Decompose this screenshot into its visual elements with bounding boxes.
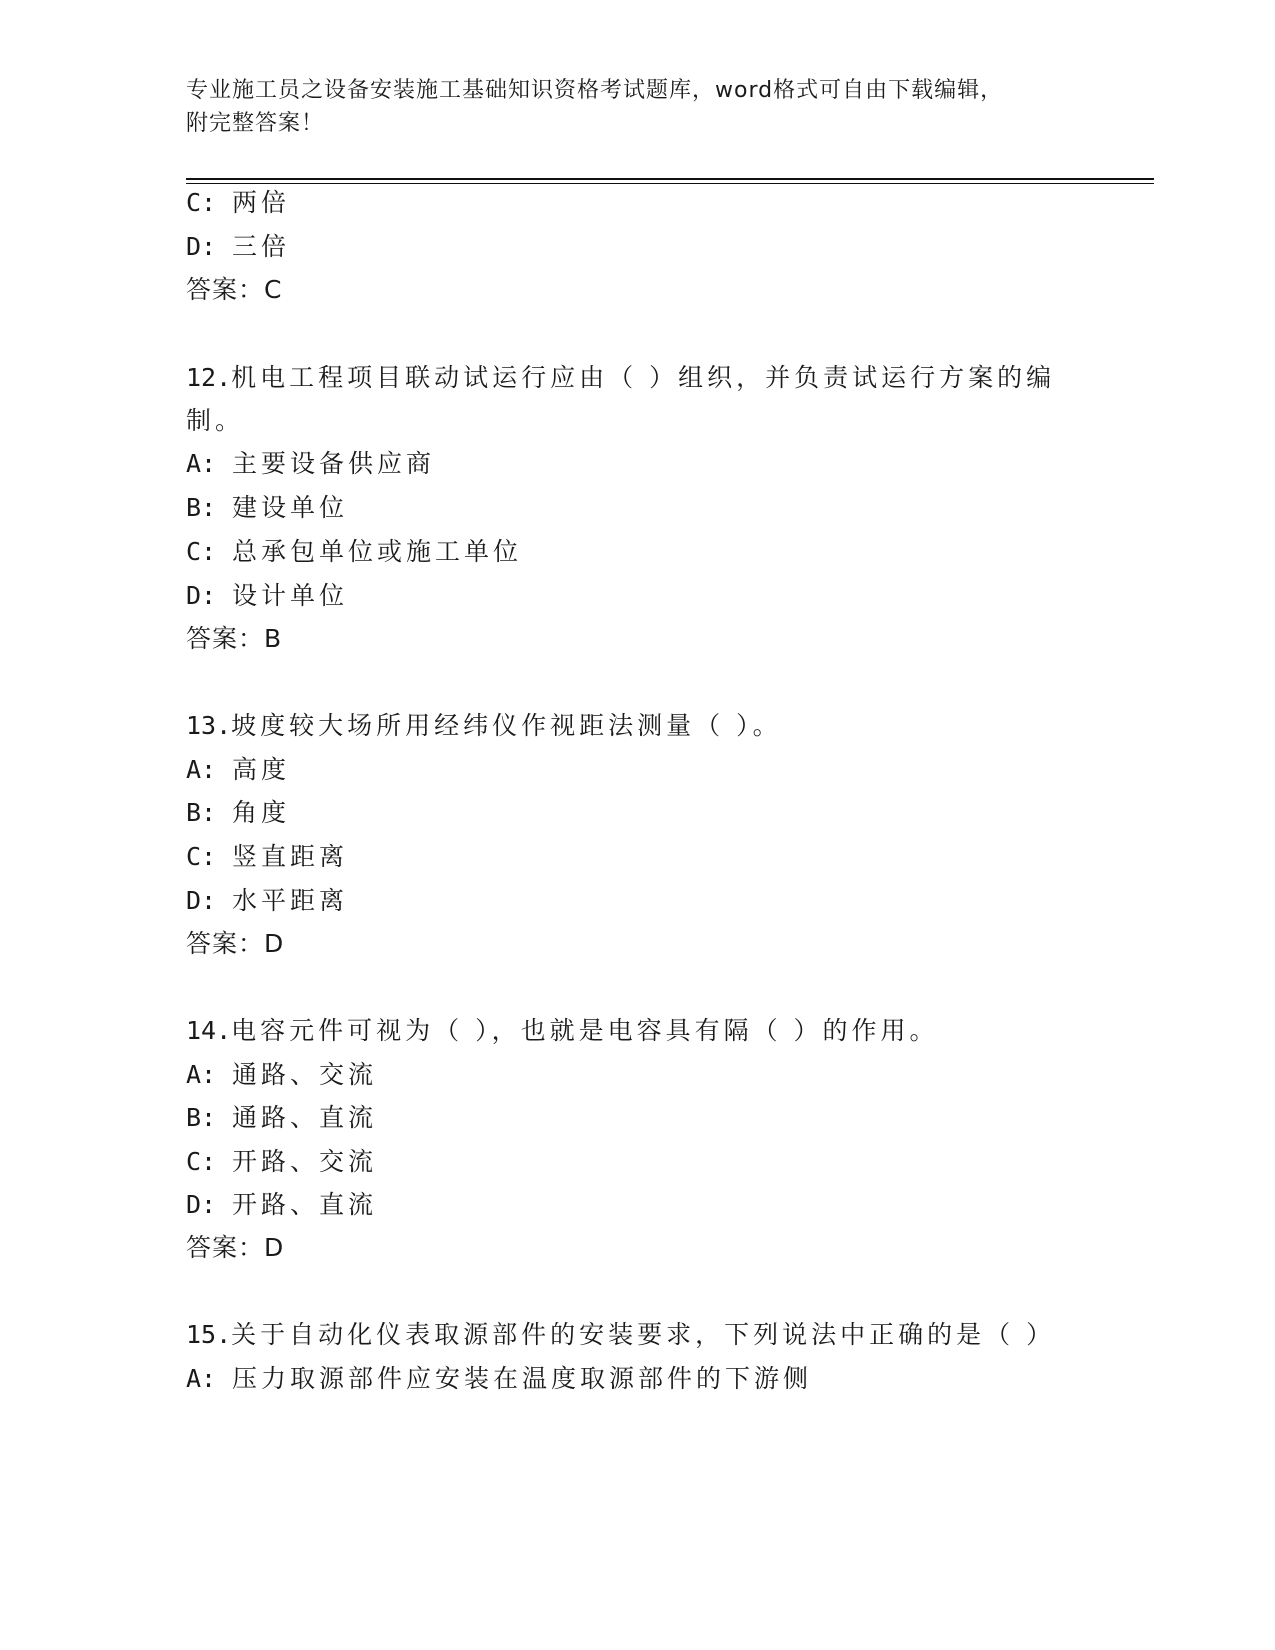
q14-stem-line1 — [186, 1016, 939, 1046]
option-text: 角度 — [232, 798, 291, 827]
option-text: 通路、交流 — [232, 1060, 378, 1089]
option-text: 开路、交流 — [232, 1147, 378, 1176]
option-letter: C: — [186, 1147, 217, 1176]
q13-option-a — [186, 755, 290, 785]
q13-option-b — [186, 798, 290, 828]
q13-option-c — [186, 842, 348, 872]
document-header — [186, 74, 1086, 140]
option-text: 压力取源部件应安装在温度取源部件的下游侧 — [232, 1364, 813, 1393]
option-letter: A: — [186, 1060, 217, 1089]
option-letter: A: — [186, 1364, 217, 1393]
q11-answer: 答案：C — [186, 275, 283, 304]
q14-option-c — [186, 1147, 377, 1177]
option-letter: C: — [186, 842, 217, 871]
option-letter: B: — [186, 493, 217, 522]
question-text: 机电工程项目联动试运行应由（ ）组织，并负责试运行方案的编 — [231, 363, 1056, 392]
question-text: 关于自动化仪表取源部件的安装要求，下列说法中正确的是（ ） — [231, 1320, 1056, 1349]
q13-answer: 答案：D — [186, 929, 285, 958]
q15-stem-line1 — [186, 1320, 1055, 1350]
q14-answer: 答案：D — [186, 1233, 285, 1262]
q14-option-d — [186, 1190, 377, 1220]
q12-answer: 答案：B — [186, 624, 283, 653]
option-letter: B: — [186, 1103, 217, 1132]
q11-option-c — [186, 188, 290, 218]
option-letter: A: — [186, 755, 217, 784]
option-text: 两倍 — [232, 188, 291, 217]
q12-stem-line1 — [186, 363, 1055, 393]
q12-option-a — [186, 449, 435, 479]
option-text: 竖直距离 — [232, 842, 349, 871]
option-letter: D: — [186, 1190, 217, 1219]
q14-option-b — [186, 1103, 377, 1133]
option-text: 开路、直流 — [232, 1190, 378, 1219]
option-text: 三倍 — [232, 232, 291, 261]
header-title-line1: 专业施工员之设备安装施工基础知识资格考试题库，word格式可自由下载编辑， — [186, 78, 1004, 103]
question-text: 电容元件可视为（ ），也就是电容具有隔（ ）的作用。 — [231, 1016, 939, 1045]
header-title-line2: 附完整答案！ — [186, 111, 325, 136]
option-letter: C: — [186, 537, 217, 566]
q13-option-d — [186, 886, 348, 916]
option-text: 建设单位 — [232, 493, 349, 522]
q11-option-d — [186, 232, 290, 262]
option-letter: D: — [186, 581, 217, 610]
question-number: 14. — [186, 1016, 232, 1045]
q12-stem-line2: 制。 — [186, 406, 245, 435]
q15-option-a — [186, 1364, 812, 1394]
question-text: 坡度较大场所用经纬仪作视距法测量（ ）。 — [231, 711, 782, 740]
q13-stem-line1 — [186, 711, 782, 741]
option-letter: D: — [186, 232, 217, 261]
question-number: 12. — [186, 363, 232, 392]
option-text: 主要设备供应商 — [232, 449, 436, 478]
option-text: 水平距离 — [232, 886, 349, 915]
option-text: 通路、直流 — [232, 1103, 378, 1132]
option-letter: C: — [186, 188, 217, 217]
option-text: 设计单位 — [232, 581, 349, 610]
header-divider-thick — [186, 178, 1154, 180]
q14-option-a — [186, 1060, 377, 1090]
q12-option-b — [186, 493, 348, 523]
question-number: 15. — [186, 1320, 232, 1349]
question-number: 13. — [186, 711, 232, 740]
option-text: 总承包单位或施工单位 — [232, 537, 523, 566]
option-text: 高度 — [232, 755, 291, 784]
header-divider-thin — [186, 183, 1154, 184]
q12-option-d — [186, 581, 348, 611]
option-letter: B: — [186, 798, 217, 827]
option-letter: A: — [186, 449, 217, 478]
option-letter: D: — [186, 886, 217, 915]
q12-option-c — [186, 537, 522, 567]
